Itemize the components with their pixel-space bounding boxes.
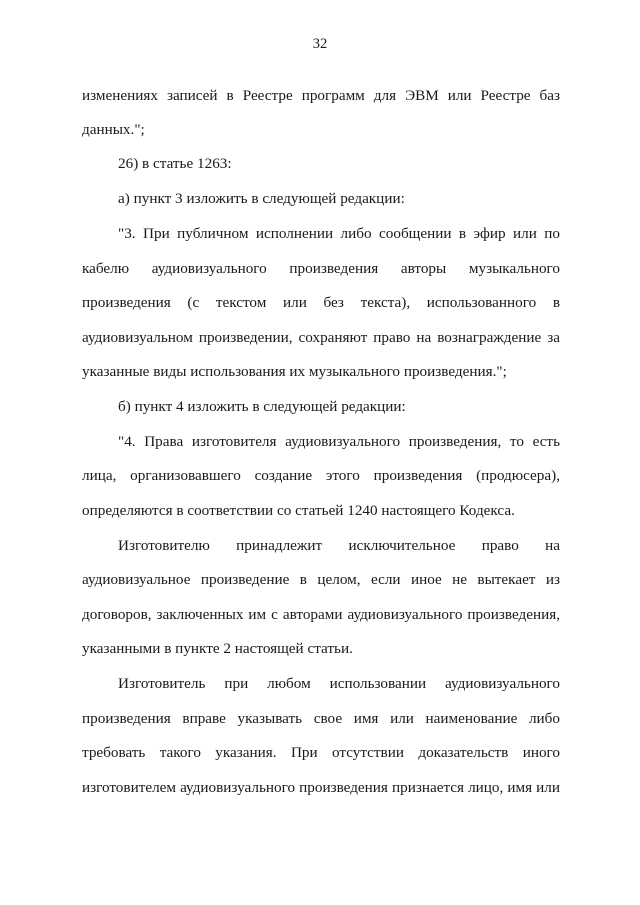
text-line: аудиовизуальное произведение в целом, если иное не вытекает из — [82, 571, 560, 588]
text-line: "3. При публичном исполнении либо сообщении в эфир или по — [118, 225, 560, 242]
text-line: договоров, заключенных им с авторами аудиовизуального произведения, — [82, 606, 560, 623]
text-line: указанные виды использования их музыкального произведения."; — [82, 363, 507, 380]
list-item-heading: а) пункт 3 изложить в следующей редакции: — [118, 190, 405, 207]
text-line: "4. Права изготовителя аудиовизуального произведения, то есть — [118, 433, 560, 450]
text-line: определяются в соответствии со статьей 1240 настоящего Кодекса. — [82, 502, 515, 519]
text-line: произведения (с текстом или без текста), использованного в — [82, 294, 560, 311]
text-line: кабелю аудиовизуального произведения авторы музыкального — [82, 260, 560, 277]
text-line: лица, организовавшего создание этого произведения (продюсера), — [82, 467, 560, 484]
text-line: указанными в пункте 2 настоящей статьи. — [82, 640, 353, 657]
text-line: требовать такого указания. При отсутствии доказательств иного — [82, 744, 560, 761]
text-line: изготовителем аудиовизуального произведения признается лицо, имя или — [82, 779, 560, 796]
text-line: Изготовитель при любом использовании аудиовизуального — [118, 675, 560, 692]
list-item-heading: 26) в статье 1263: — [118, 155, 232, 172]
text-line: данных."; — [82, 121, 145, 138]
page-number: 32 — [312, 36, 328, 52]
text-line: Изготовителю принадлежит исключительное право на — [118, 537, 560, 554]
text-line: изменениях записей в Реестре программ для ЭВМ или Реестре баз — [82, 87, 560, 104]
list-item-heading: б) пункт 4 изложить в следующей редакции: — [118, 398, 406, 415]
text-line: аудиовизуальном произведении, сохраняют право на вознаграждение за — [82, 329, 560, 346]
text-line: произведения вправе указывать свое имя или наименование либо — [82, 710, 560, 727]
